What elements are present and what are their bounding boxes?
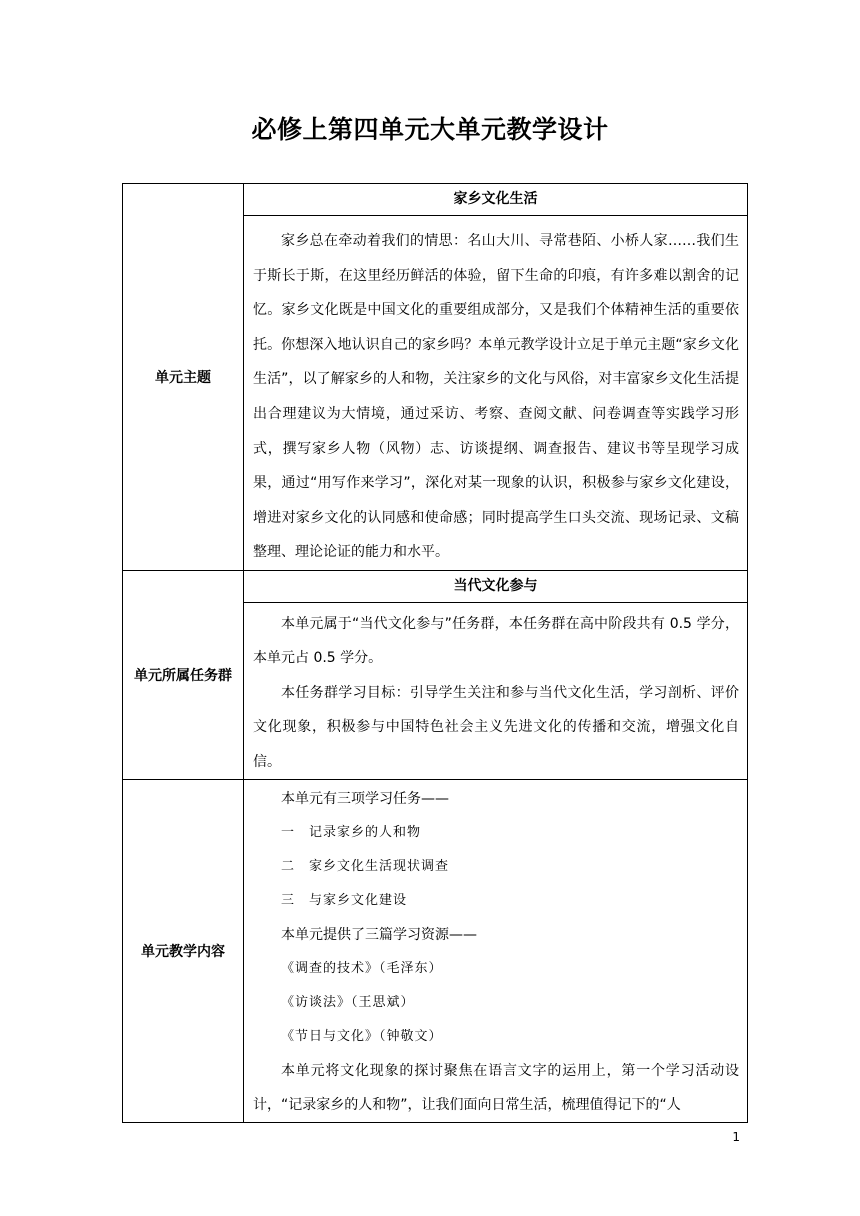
paragraph: 本单元将文化现象的探讨聚焦在语言文字的运用上，第一个学习活动设计，“记录家乡的人和物”，让我们面向日常生活，梳理值得记下的“人 [253, 1063, 739, 1114]
paragraph: 家乡总在牵动着我们的情思：名山大川、寻常巷陌、小桥人家……我们生于斯长于斯，在这里经历鲜活的体验，留下生命的印痕，有许多难以割舍的记忆。家乡文化既是中国文化的重要组成部分，又是我们个体精神生活的重要依托。你想深入地认识自己的家乡吗？本单元教学设计立足于单元主题“家乡文化生活”，以了解家乡的人和物，关注家乡的文化与风俗，对丰富家乡文化生活提出合理建议为大情境，通过采访、考察、查阅文献、问卷调查等实践学习形式，撰写家乡人物（风物）志、访谈提纲、调查报告、建议书等呈现学习成果，通过“用写作来学习”，深化对某一现象的认识，积极参与家乡文化建设，增进对家乡文化的认同感和使命感；同时提高学生口头交流、现场记录、文稿整理、理论论证的能力和水平。 [253, 233, 739, 561]
paragraph: 本任务群学习目标：引导学生关注和参与当代文化生活，学习剖析、评价文化现象，积极参与中国特色社会主义先进文化的传播和交流，增强文化自信。 [253, 684, 739, 770]
row-content-task-group [244, 570, 748, 780]
row-label-content: 单元教学内容 [123, 780, 244, 1123]
resources-intro: 本单元提供了三篇学习资源—— [281, 927, 477, 944]
tasks-intro: 本单元有三项学习任务—— [281, 791, 449, 808]
row-heading: 当代文化参与 [244, 571, 747, 603]
task-item: 三 与家乡文化建设 [281, 893, 408, 909]
resource-item: 《调查的技术》（毛泽东） [281, 961, 443, 977]
table-row [123, 184, 748, 571]
resource-item: 《访谈法》（王思斌） [281, 995, 415, 1011]
table-row [123, 780, 748, 1123]
task-item: 二 家乡文化生活现状调查 [281, 859, 450, 875]
paragraph: 本单元属于“当代文化参与”任务群，本任务群在高中阶段共有 0.5 学分，本单元占 0.5 学分。 [253, 615, 739, 667]
row-content-teaching [244, 780, 748, 1123]
row-heading: 家乡文化生活 [244, 184, 747, 216]
page-number: 1 [732, 1130, 740, 1144]
row-label-task-group: 单元所属任务群 [123, 570, 244, 780]
unit-design-table [122, 183, 748, 1123]
resource-item: 《节日与文化》（钟敬文） [281, 1029, 443, 1045]
page-title: 必修上第四单元大单元教学设计 [251, 115, 609, 144]
table-row [123, 570, 748, 780]
row-content-theme [244, 184, 748, 571]
row-label-theme: 单元主题 [123, 184, 244, 571]
task-item: 一 记录家乡的人和物 [281, 825, 422, 841]
